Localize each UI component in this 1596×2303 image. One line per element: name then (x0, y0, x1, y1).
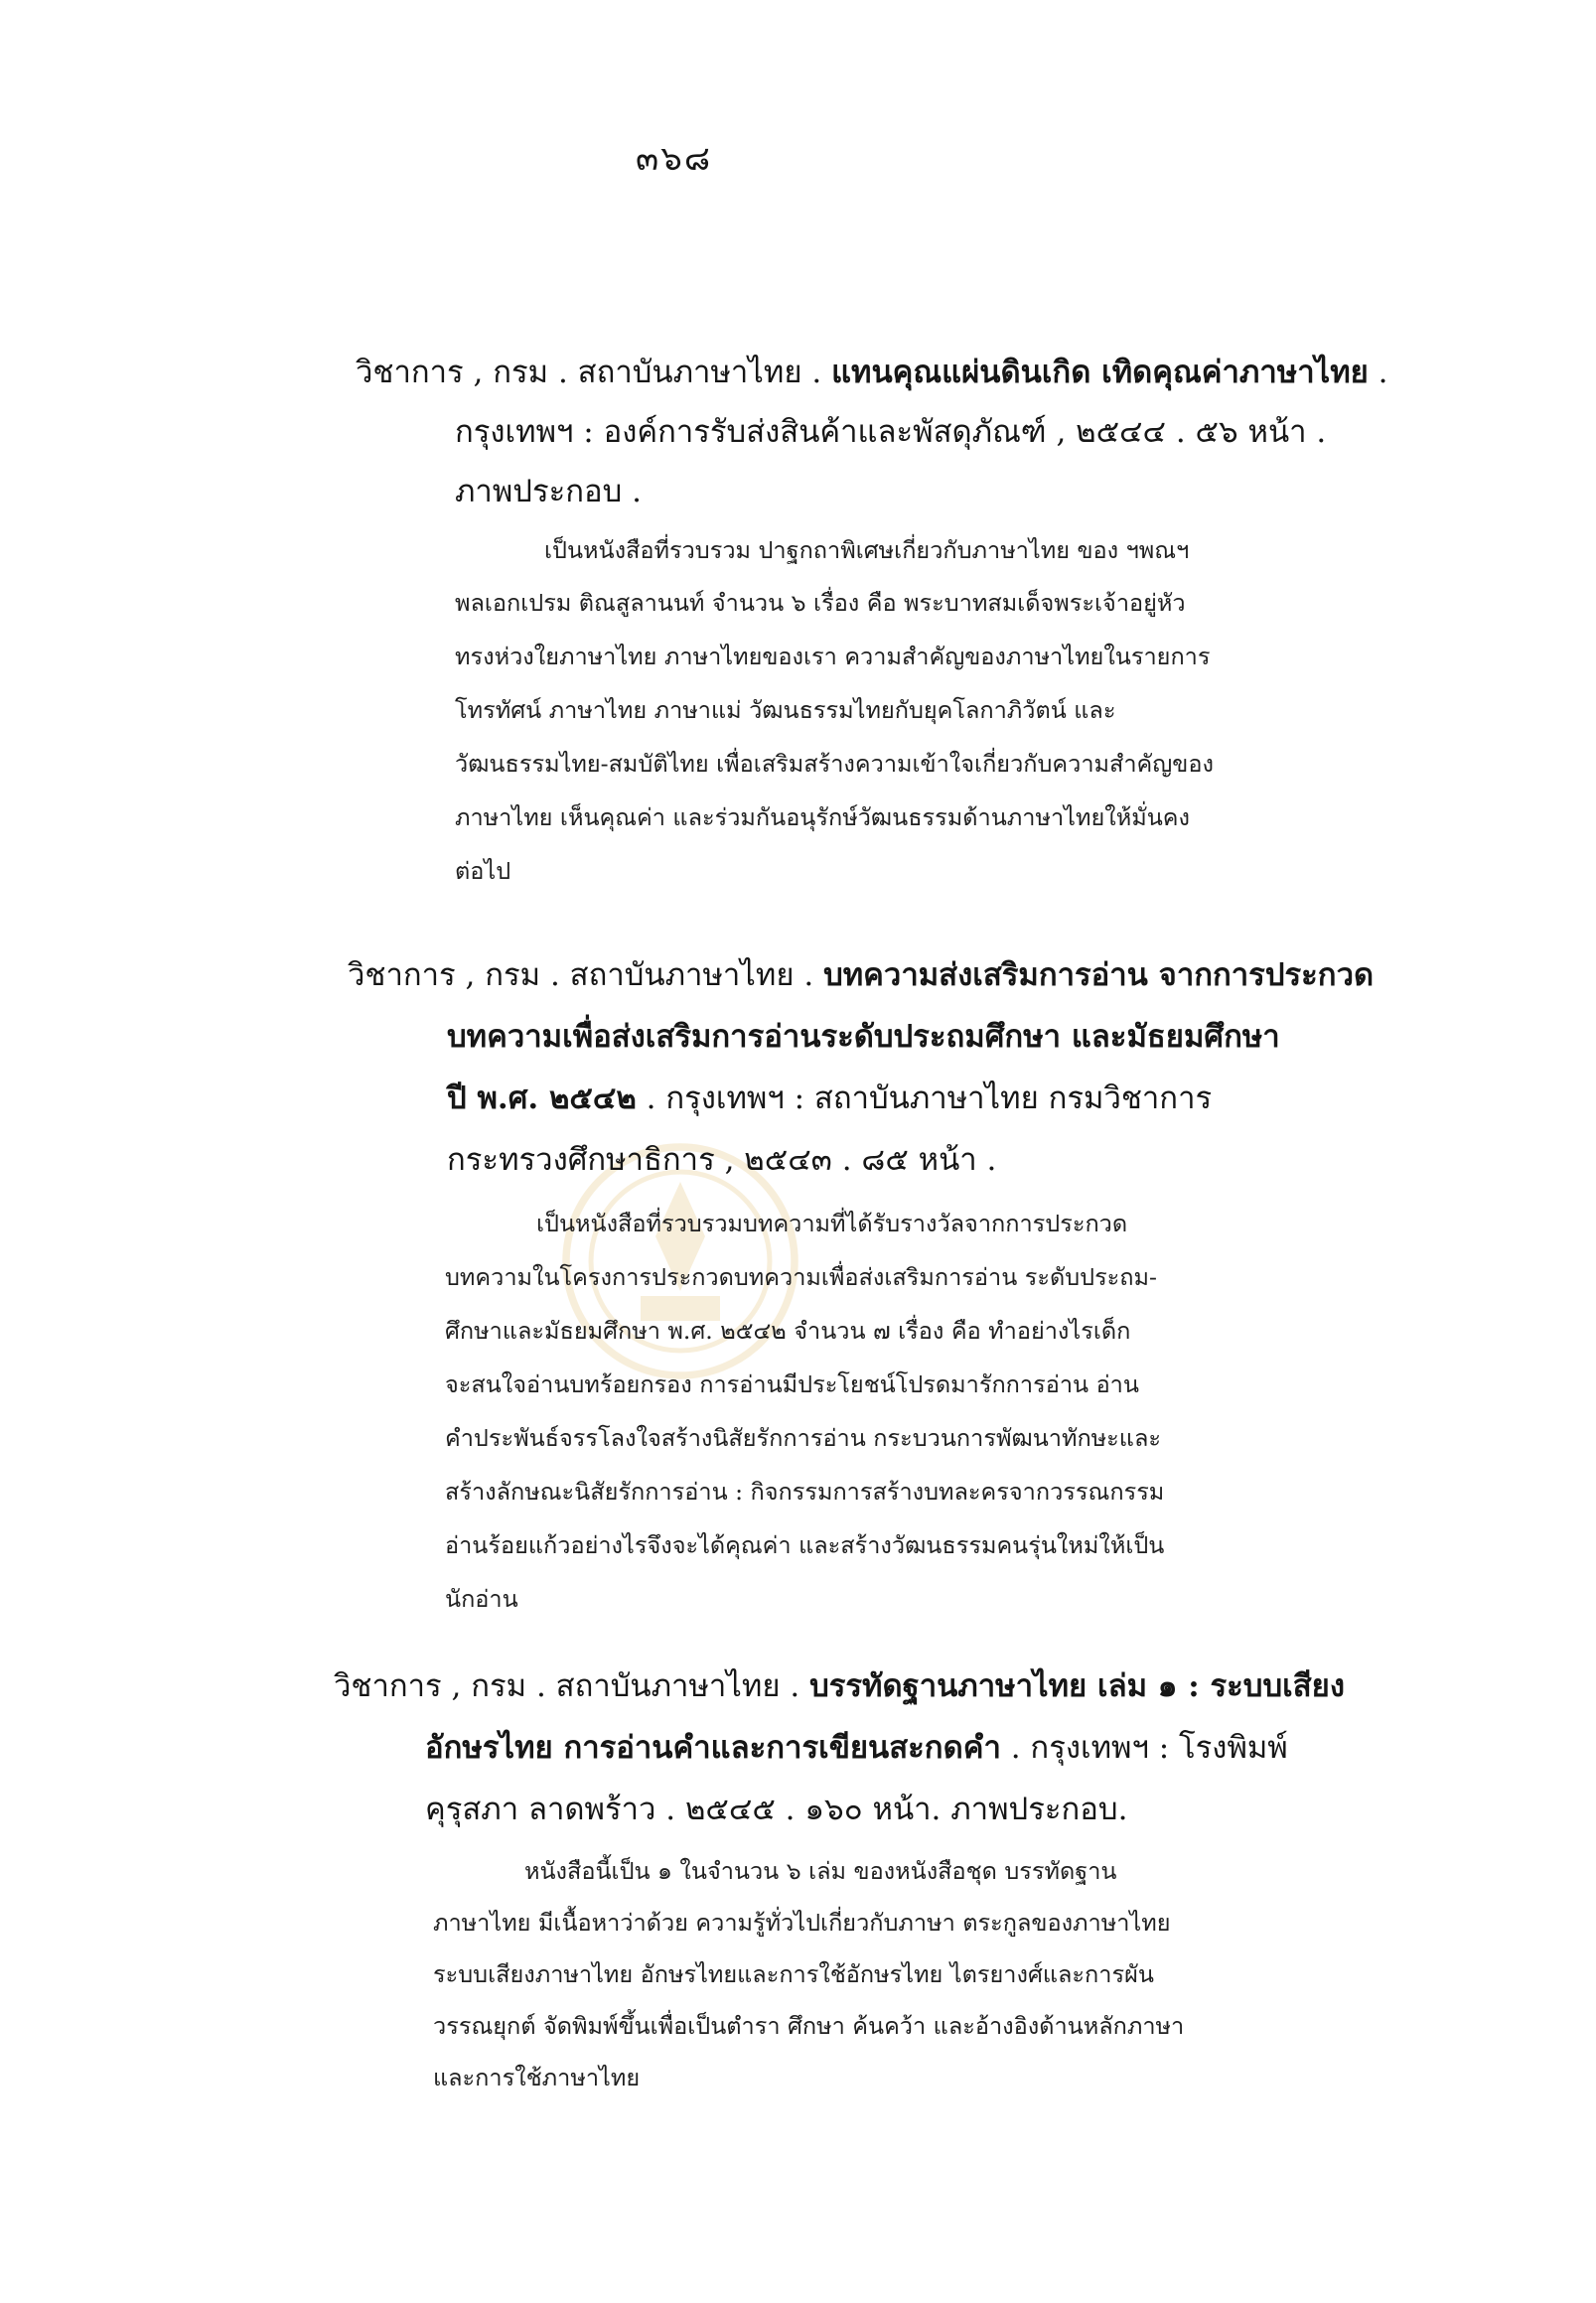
abstract-line: ภาษาไทย เห็นคุณค่า และร่วมกันอนุรักษ์วัฒนธรรมด้านภาษาไทยให้มั่นคง (455, 803, 1190, 831)
abstract-line: ทรงห่วงใยภาษาไทย ภาษาไทยของเรา ความสำคัญของภาษาไทยในรายการ (455, 643, 1211, 670)
citation-line: วิชาการ , กรม . สถาบันภาษาไทย . บรรทัดฐานภาษาไทย เล่ม ๑ : ระบบเสียง (334, 1668, 1345, 1704)
abstract-line: ระบบเสียงภาษาไทย อักษรไทยและการใช้อักษรไทย ไตรยางศ์และการผัน (433, 1960, 1154, 1988)
abstract-line: หนังสือนี้เป็น ๑ ในจำนวน ๖ เล่ม ของหนังสือชุด บรรทัดฐาน (524, 1857, 1117, 1885)
citation-line: อักษรไทย การอ่านคำและการเขียนสะกดคำ . กรุงเทพฯ : โรงพิมพ์ (425, 1730, 1288, 1766)
citation-line: ภาพประกอบ . (455, 474, 643, 509)
abstract-line: ต่อไป (455, 857, 511, 885)
citation-line: กรุงเทพฯ : องค์การรับส่งสินค้าและพัสดุภัณฑ์ , ๒๕๔๔ . ๕๖ หน้า . (455, 414, 1327, 450)
citation-line: กระทรวงศึกษาธิการ , ๒๕๔๓ . ๘๕ หน้า . (447, 1142, 997, 1178)
abstract-line: ศึกษาและมัธยมศึกษา พ.ศ. ๒๕๔๒ จำนวน ๗ เรื่อง คือ ทำอย่างไรเด็ก (445, 1317, 1131, 1345)
citation-line: คุรุสภา ลาดพร้าว . ๒๕๔๕ . ๑๖๐ หน้า. ภาพประกอบ. (425, 1792, 1128, 1827)
abstract-line: พลเอกเปรม ติณสูลานนท์ จำนวน ๖ เรื่อง คือ พระบาทสมเด็จพระเจ้าอยู่หัว (455, 589, 1186, 617)
abstract-line: อ่านร้อยแก้วอย่างไรจึงจะได้คุณค่า และสร้างวัฒนธรรมคนรุ่นใหม่ให้เป็น (445, 1531, 1165, 1559)
abstract-line: และการใช้ภาษาไทย (433, 2064, 641, 2091)
abstract-line: คำประพันธ์จรรโลงใจสร้างนิสัยรักการอ่าน กระบวนการพัฒนาทักษะและ (445, 1424, 1161, 1452)
abstract-line: วัฒนธรรมไทย-สมบัติไทย เพื่อเสริมสร้างความเข้าใจเกี่ยวกับความสำคัญของ (455, 750, 1214, 778)
citation-line: วิชาการ , กรม . สถาบันภาษาไทย . แทนคุณแผ่นดินเกิด เทิดคุณค่าภาษาไทย . (356, 355, 1388, 390)
abstract-line: เป็นหนังสือที่รวบรวม ปาฐกถาพิเศษเกี่ยวกับภาษาไทย ของ ฯพณฯ (544, 536, 1190, 564)
page-number: ๓๖๘ (636, 139, 713, 179)
citation-line: ปี พ.ศ. ๒๕๔๒ . กรุงเทพฯ : สถาบันภาษาไทย กรมวิชาการ (447, 1080, 1213, 1116)
abstract-line: นักอ่าน (445, 1585, 518, 1613)
abstract-line: เป็นหนังสือที่รวบรวมบทความที่ได้รับรางวัลจากการประกวด (536, 1210, 1128, 1237)
citation-line: วิชาการ , กรม . สถาบันภาษาไทย . บทความส่งเสริมการอ่าน จากการประกวด (348, 957, 1375, 993)
abstract-line: ภาษาไทย มีเนื้อหาว่าด้วย ความรู้ทั่วไปเกี่ยวกับภาษา ตระกูลของภาษาไทย (433, 1909, 1171, 1937)
abstract-line: วรรณยุกต์ จัดพิมพ์ขึ้นเพื่อเป็นตำรา ศึกษา ค้นคว้า และอ้างอิงด้านหลักภาษา (433, 2012, 1185, 2040)
abstract-line: สร้างลักษณะนิสัยรักการอ่าน : กิจกรรมการสร้างบทละครจากวรรณกรรม (445, 1478, 1165, 1506)
citation-line: บทความเพื่อส่งเสริมการอ่านระดับประถมศึกษา และมัธยมศึกษา (447, 1019, 1280, 1055)
abstract-line: โทรทัศน์ ภาษาไทย ภาษาแม่ วัฒนธรรมไทยกับยุคโลกาภิวัตน์ และ (455, 696, 1116, 724)
abstract-line: บทความในโครงการประกวดบทความเพื่อส่งเสริมการอ่าน ระดับประถม- (445, 1263, 1157, 1291)
abstract-line: จะสนใจอ่านบทร้อยกรอง การอ่านมีประโยชน์โปรดมารักการอ่าน อ่าน (445, 1370, 1139, 1398)
